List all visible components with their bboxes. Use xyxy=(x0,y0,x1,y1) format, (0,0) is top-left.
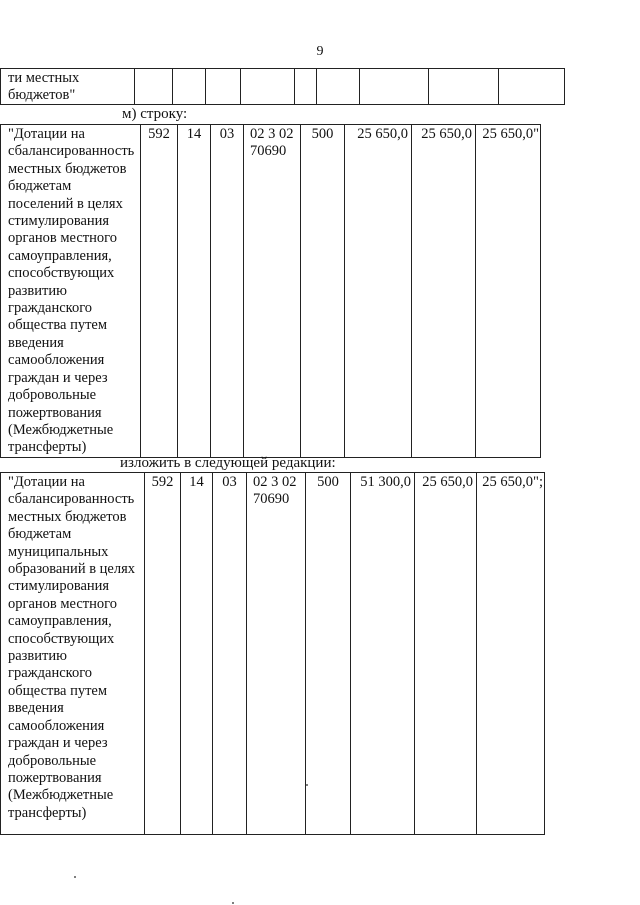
new-row-expense-type: 500 xyxy=(306,473,351,835)
new-row-sum-2: 25 650,0 xyxy=(415,473,477,835)
old-row-table xyxy=(0,124,541,458)
old-row-target-article: 02 3 02 70690 xyxy=(244,125,301,458)
fragment-cell xyxy=(173,69,206,105)
scan-speck xyxy=(306,784,308,786)
fragment-cell xyxy=(360,69,429,105)
fragment-cell xyxy=(429,69,499,105)
new-row-code: 592 xyxy=(145,473,181,835)
old-row-section: 14 xyxy=(178,125,211,458)
new-row-description: "Дотации на сбалансированность местных бюджетов бюджетам муниципальных образований в целях стимулирования органов местного самоуправления, способствующих развитию гражданского общества путем введения самообложения граждан и через добровольные пожертвования (Межбюджетные трансферты) xyxy=(1,473,145,835)
previous-row-fragment-table xyxy=(0,68,565,105)
old-row-expense-type: 500 xyxy=(301,125,345,458)
old-row-subsection: 03 xyxy=(211,125,244,458)
old-row-code: 592 xyxy=(141,125,178,458)
fragment-cell xyxy=(241,69,295,105)
old-row-sum-1: 25 650,0 xyxy=(345,125,412,458)
scan-speck xyxy=(74,876,76,878)
fragment-description: ти местных бюджетов" xyxy=(1,69,135,105)
fragment-cell xyxy=(317,69,360,105)
fragment-cell xyxy=(295,69,317,105)
new-row-target-article: 02 3 02 70690 xyxy=(247,473,306,835)
fragment-cell xyxy=(499,69,565,105)
new-row-table xyxy=(0,472,545,835)
old-row-description: "Дотации на сбалансированность местных бюджетов бюджетам поселений в целях стимулирования органов местного самоуправления, способствующих развитию гражданского общества путем введения самообложения граждан и через добровольные пожертвования (Межбюджетные трансферты) xyxy=(1,125,141,458)
fragment-cell xyxy=(206,69,241,105)
amendment-note-m: м) строку: xyxy=(122,106,188,122)
amendment-note-new-edition: изложить в следующей редакции: xyxy=(120,455,336,471)
page-number: 9 xyxy=(316,44,324,59)
new-row-sum-1: 51 300,0 xyxy=(351,473,415,835)
scan-speck xyxy=(232,902,234,904)
new-row-section: 14 xyxy=(181,473,213,835)
new-row-sum-3: 25 650,0"; xyxy=(477,473,545,835)
old-row-sum-2: 25 650,0 xyxy=(412,125,476,458)
old-row-sum-3: 25 650,0" xyxy=(476,125,541,458)
new-row-subsection: 03 xyxy=(213,473,247,835)
fragment-cell xyxy=(135,69,173,105)
